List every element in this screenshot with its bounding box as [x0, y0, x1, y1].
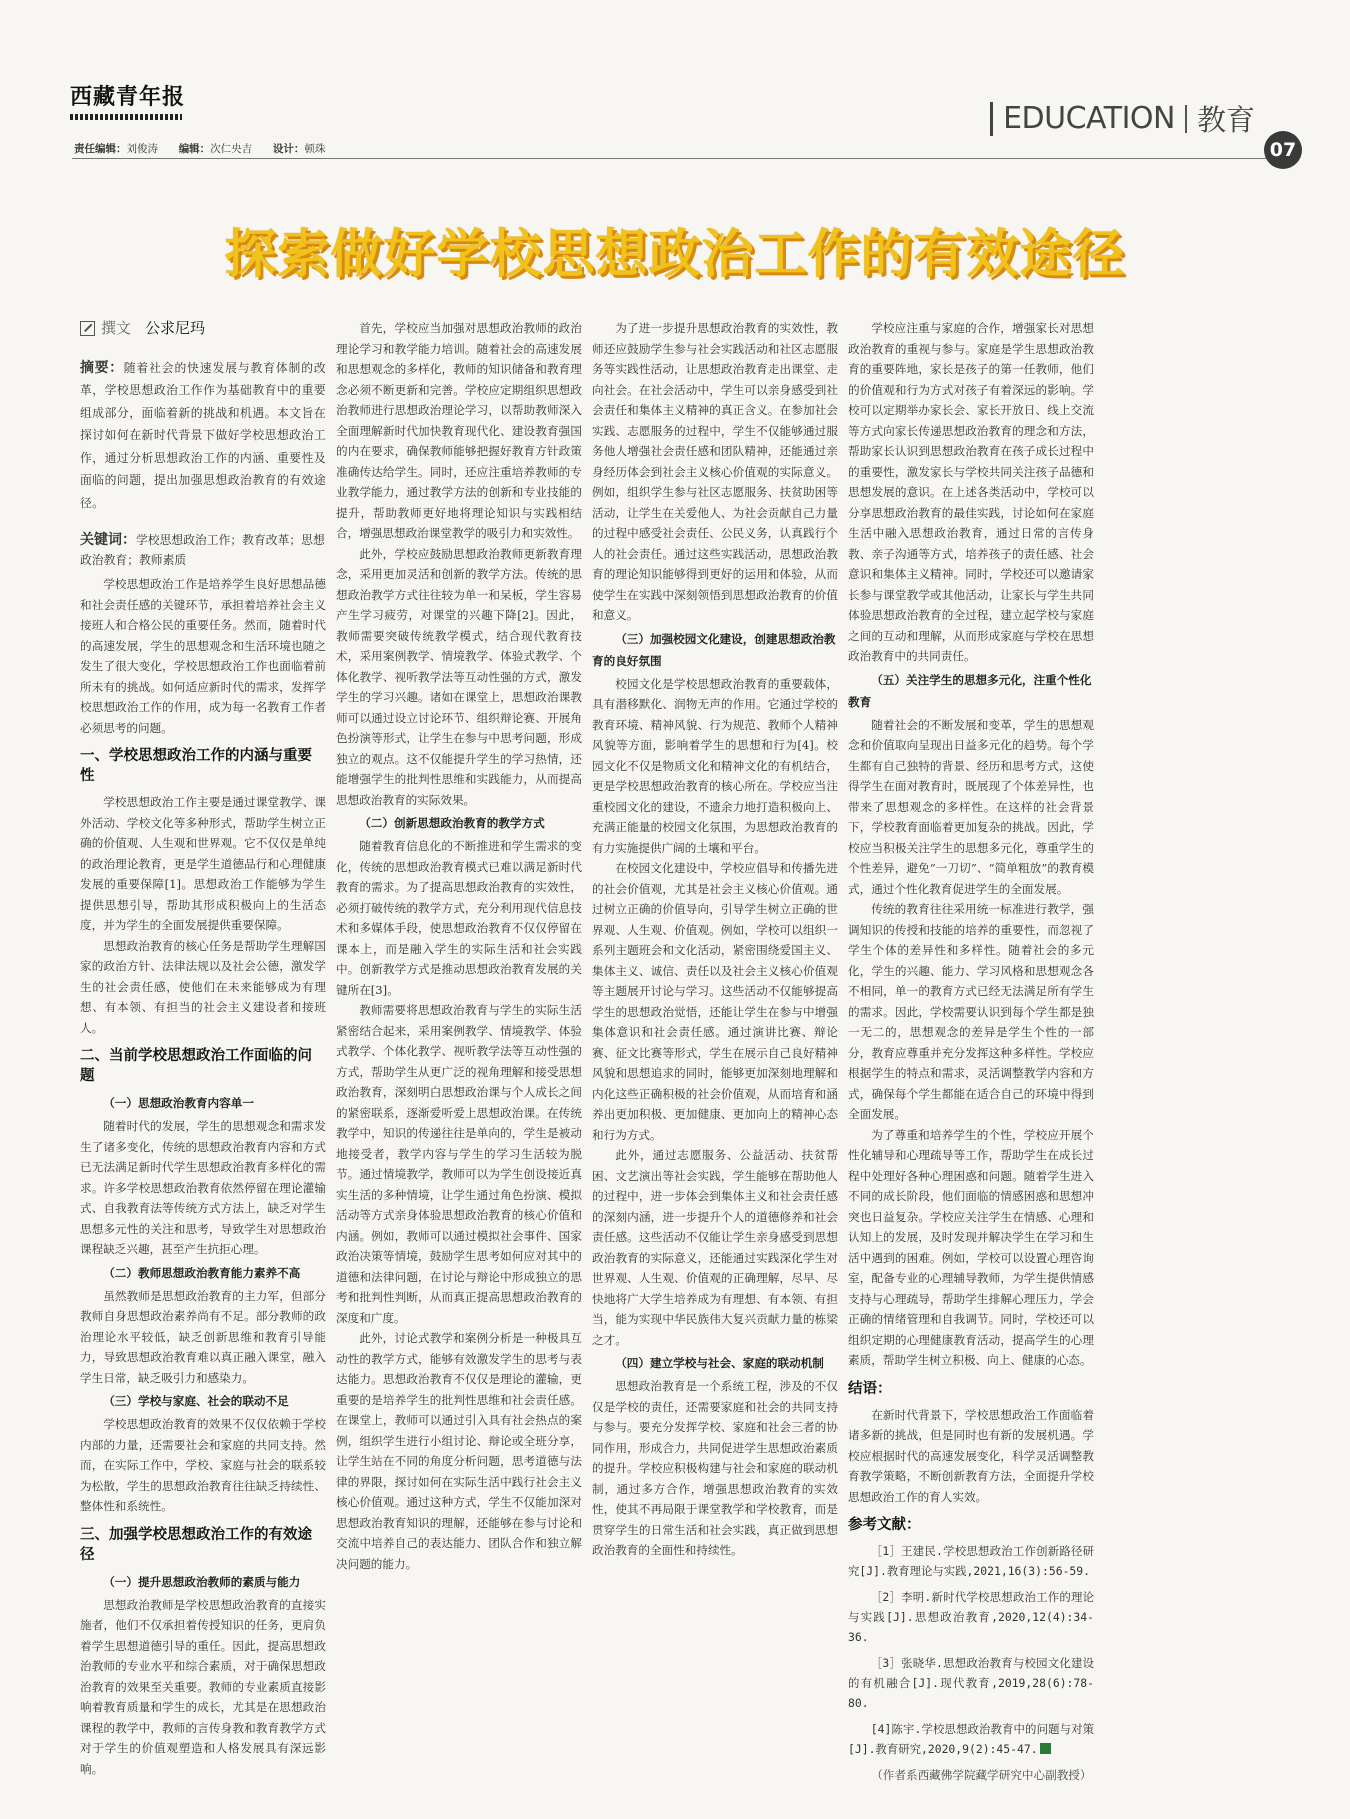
- paragraph: 为了尊重和培养学生的个性，学校应开展个性化辅导和心理疏导等工作，帮助学生在成长过程中处理好各种心理困惑和问题。随着学生进入不同的成长阶段，他们面临的情感困惑和思想冲突也日益复杂。学校应关注学生在情感、心理和认知上的发展，及时发现并解决学生在学习和生活中遇到的困难。例如，学校可以设置心理咨询室，配备专业的心理辅导教师，为学生提供情感支持与心理疏导，帮助学生排解心理压力，学会正确的情绪管理和自我调节。同时，学校还可以组织定期的心理健康教育活动，提高学生的心理素质，帮助学生树立积极、向上、健康的心态。: [848, 1127, 1094, 1367]
- author-note: （作者系西藏佛学院藏学研究中心副教授）: [871, 1768, 1092, 1782]
- editor: 次仁央吉: [210, 143, 253, 155]
- subsection-heading: （三）加强校园文化建设，创建思想政治教育的良好氛围: [592, 631, 836, 668]
- column-3: [592, 318, 838, 1798]
- section-heading: 二、当前学校思想政治工作面临的问题: [80, 1048, 312, 1084]
- column-2: [336, 318, 582, 1798]
- editors-line: [74, 141, 325, 156]
- paragraph: 在校园文化建设中，学校应倡导和传播先进的社会价值观，尤其是社会主义核心价值观。通过树立正确的价值导向，引导学生树立正确的世界观、人生观、价值观。例如，学校可以组织一系列主题班会和文化活动，紧密围绕爱国主义、集体主义、诚信、责任以及社会主义核心价值观等主题展开讨论与学习。这些活动不仅能够提高学生的思想政治觉悟，还能让学生在参与中增强集体意识和社会责任感。通过演讲比赛、辩论赛、征文比赛等形式，学生在展示自己良好精神风貌和思想追求的同时，能够更加深刻地理解和内化这些正确积极的社会价值观，从而培育和涵养出更加积极、更加健康、更加向上的精神心态和行为方式。: [592, 861, 838, 1142]
- subsection-heading: （一）思想政治教育内容单一: [103, 1096, 254, 1110]
- keywords: [80, 530, 326, 570]
- subsection-heading: （一）提升思想政治教师的素质与能力: [103, 1574, 301, 1589]
- abstract: [80, 357, 326, 515]
- reference-item: ［1］王建民.学校思想政治工作创新路径研究[J].教育理论与实践,2021,16(3):56-59.: [848, 1544, 1094, 1578]
- header-divider: [72, 158, 1268, 159]
- abstract-text: 随着社会的快速发展与教育体制的改革，学校思想政治工作作为基础教育中的重要组成部分，面临着新的挑战和机遇。本文旨在探讨如何在新时代背景下做好学校思想政治工作，通过分析思想政治工作的内涵、重要性及面临的问题，提出加强思想政治教育的有效途径。: [80, 360, 326, 510]
- editor-label: 编辑：: [178, 143, 211, 155]
- paragraph: 校园文化是学校思想政治教育的重要载体，具有潜移默化、润物无声的作用。它通过学校的教育环境、精神风貌、行为规范、教师个人精神风貌等方面，影响着学生的思想和行为[4]。校园文化不仅是物质文化和精神文化的有机结合，更是学校思想政治教育的核心所在。学校应当注重校园文化的建设，不遗余力地打造积极向上、充满正能量的校园文化氛围，为思想政治教育的有力实施提供广阔的土壤和平台。: [592, 676, 838, 855]
- abstract-label: 摘要：: [80, 359, 124, 376]
- byline: [80, 318, 326, 339]
- reference-item: ［3］张晓华.思想政治教育与校园文化建设的有机融合[J].现代教育,2019,28(6):78-80.: [848, 1656, 1094, 1710]
- subsection-heading: （二）教师思想政治教育能力素养不高: [103, 1265, 301, 1280]
- pen-icon: [80, 321, 95, 336]
- subsection-heading: （五）关注学生的思想多元化，注重个性化教育: [848, 672, 1092, 709]
- paragraph: 此外，通过志愿服务、公益活动、扶贫帮困、文艺演出等社会实践，学生能够在帮助他人的过程中，进一步体会到集体主义和社会责任感的深刻内涵，进一步提升个人的道德修养和社会责任感。这些活动不仅能让学生亲身感受到思想政治教育的实际意义，还能通过实践深化学生对世界观、人生观、价值观的正确理解，尽早、尽快地将广大学生培养成为有理想、有本领、有担当，能为实现中华民族伟大复兴贡献力量的栋梁之才。: [592, 1148, 838, 1347]
- paragraph: 此外，学校应鼓励思想政治教师更新教育理念，采用更加灵活和创新的教学方法。传统的思想政治教学方式往往较为单一和呆板，学生容易产生学习疲劳，对课堂的兴趣下降[2]。因此，教师需要突破传统教学模式，结合现代教育技术，采用案例教学、情境教学、体验式教学、个体化教学、视听教学法等互动性强的方式，激发学生的学习兴趣。诸如在课堂上，思想政治课教师可以通过设立讨论环节、组织辩论赛、开展角色扮演等形式，让学生在参与中思考问题，形成独立的观点。这不仅能提升学生的学习热情，还能增强学生的批判性思维和实践能力，从而提高思想政治教育的实际效果。: [336, 546, 582, 807]
- column-4: [848, 318, 1094, 1798]
- conclusion-heading: 结语：: [848, 1380, 892, 1397]
- conclusion-text: 在新时代背景下，学校思想政治工作面临着诸多新的挑战，但是同时也有新的发展机遇。学校应根据时代的高速发展变化，科学灵活调整教育教学策略，不断创新教育方法，全面提升学校思想政治工作的育人实效。: [848, 1407, 1094, 1504]
- paragraph: 思想政治教师是学校思想政治教育的直接实施者，他们不仅承担着传授知识的任务，更肩负着学生思想道德引导的重任。因此，提高思想政治教师的专业水平和综合素质，对于确保思想政治教育的效果至关重要。教师的专业素质直接影响着教育质量和学生的成长，尤其是在思想政治课程的教学中，教师的言传身教和教育教学方式对于学生的价值观塑造和人格发展具有深远影响。: [80, 1597, 326, 1776]
- references-list: [848, 1541, 1094, 1759]
- paragraph: 此外，讨论式教学和案例分析是一种极具互动性的教学方式，能够有效激发学生的思考与表达能力。思想政治教育不仅仅是理论的灌输，更重要的是培养学生的批判性思维和社会责任感。在课堂上，教师可以通过引入具有社会热点的案例，组织学生进行小组讨论、辩论或全班分享，让学生站在不同的角度分析问题，思考道德与法律的界限，探讨如何在实际生活中践行社会主义核心价值观。通过这种方式，学生不仅能加深对思想政治教育知识的理解，还能够在参与讨论和交流中培养自己的表达能力、团队合作和独立解决问题的能力。: [336, 1331, 582, 1571]
- reference-text: [4]陈宇.学校思想政治教育中的问题与对策[J].教育研究,2020,9(2):45-47.: [848, 1722, 1094, 1756]
- tibetan-script-logo: [70, 114, 182, 120]
- chief-editor-label: 责任编辑：: [74, 143, 127, 155]
- subsection-heading: （三）学校与家庭、社会的联动不足: [103, 1394, 289, 1408]
- section-tag: [990, 98, 1255, 139]
- reference-item: ［2］李明.新时代学校思想政治工作的理论与实践[J].思想政治教育,2020,12(4):34-36.: [848, 1590, 1094, 1644]
- section-name-en: EDUCATION: [1003, 101, 1175, 136]
- paragraph: 学校思想政治教育的效果不仅仅依赖于学校内部的力量，还需要社会和家庭的共同支持。然而，在实际工作中，学校、家庭与社会的联系较为松散，学生的思想政治教育往往缺乏持续性、整体性和系统性。: [80, 1417, 326, 1513]
- paragraph: 教师需要将思想政治教育与学生的实际生活紧密结合起来，采用案例教学、情境教学、体验式教学、个体化教学、视听教学法等互动性强的方式，帮助学生从更广泛的视角理解和接受思想政治教育，深刻明白思想政治课与个人成长之间的紧密联系，逐渐爱听爱上思想政治课。在传统教学中，知识的传递往往是单向的，学生是被动地接受者，教学内容与学生的学习生活较为脱节。通过情境教学，教师可以为学生创设接近真实生活的多种情境，让学生通过角色扮演、模拟活动等方式亲身体验思想政治教育的核心价值和内涵。例如，教师可以通过模拟社会事件、国家政治决策等情境，鼓励学生思考如何应对其中的道德和法律问题，在讨论与辩论中形成独立的思考和批判性判断，从而真正提高思想政治教育的深度和广度。: [336, 1003, 582, 1325]
- byline-label: 撰文: [101, 319, 132, 337]
- end-mark-icon: [1040, 1743, 1051, 1754]
- author-name: 公求尼玛: [145, 319, 206, 337]
- subsection-heading: （二）创新思想政治教育的教学方式: [359, 816, 545, 830]
- paragraph: 为了进一步提升思想政治教育的实效性，教师还应鼓励学生参与社会实践活动和社区志愿服务等实践性活动，让思想政治教育走出课堂、走向社会。在社会活动中，学生可以亲身感受到社会责任和集体主义精神的真正含义。在参加社会实践、志愿服务的过程中，学生不仅能够通过服务他人增强社会责任感和团队精神，还能通过亲身经历体会到社会主义核心价值观的实际意义。例如，组织学生参与社区志愿服务、扶贫助困等活动，让学生在关爱他人、为社会贡献自己力量的过程中感受社会责任、公民义务，认真践行个人的社会责任。通过这些实践活动，思想政治教育的理论知识能够得到更好的运用和体验，从而使学生在实践中深刻领悟到思想政治教育的价值和意义。: [592, 321, 838, 622]
- references-heading: 参考文献：: [848, 1517, 921, 1533]
- paragraph: 学校思想政治工作主要是通过课堂教学、课外活动、学校文化等多种形式，帮助学生树立正确的价值观、人生观和世界观。它不仅仅是单纯的政治理论教育，更是学生道德品行和心理健康发展的重要保障[1]。思想政治工作能够为学生提供思想引导，帮助其形成积极向上的生活态度，并为学生的全面发展提供重要保障。: [80, 795, 326, 932]
- paragraph: 首先，学校应当加强对思想政治教师的政治理论学习和教学能力培训。随着社会的高速发展和思想观念的多样化，教师的知识储备和教育理念必须不断更新和完善。学校应定期组织思想政治教师进行思想政治理论学习，以帮助教师深入全面理解新时代加快教育现代化、建设教育强国的内在要求，确保教师能够把握好教育方针政策准确传达给学生。同时，还应注重培养教师的专业教学能力，通过教学方法的创新和专业技能的提升，帮助教师更好地将理论知识与实践相结合，增强思想政治课堂教学的吸引力和实效性。: [336, 321, 582, 540]
- newspaper-logo: 西藏青年报: [70, 84, 186, 110]
- reference-item: [848, 1719, 1094, 1759]
- masthead: [70, 80, 185, 120]
- paragraph: 随着时代的发展，学生的思想观念和需求发生了诸多变化，传统的思想政治教育内容和方式已无法满足新时代学生思想政治教育多样化的需求。许多学校思想政治教育依然停留在理论灌输式、自我教育法等传统方式方法上，缺乏对学生思想多元性的关注和思考，导致学生对思想政治课程缺乏兴趣，甚至产生抗拒心理。: [80, 1119, 326, 1256]
- paragraph: 学校应注重与家庭的合作，增强家长对思想政治教育的重视与参与。家庭是学生思想政治教育的重要阵地，家长是孩子的第一任教师，他们的价值观和行为方式对孩子有着深远的影响。学校可以定期举办家长会、家长开放日、线上交流等方式向家长传递思想政治教育的理念和方法，帮助家长认识到思想政治教育在孩子成长过程中的重要性，激发家长与学校共同关注孩子品德和思想发展的意识。在上述各类活动中，学校可以分享思想政治教育的最佳实践，讨论如何在家庭生活中融入思想政治教育，通过日常的言传身教、亲子沟通等方式，培养孩子的责任感、社会意识和集体主义精神。同时，学校还可以邀请家长参与课堂教学或其他活动，让家长与学生共同体验思想政治教育的全过程，建立起学校与家庭之间的互动和理解，从而形成家庭与学校在思想政治教育中的共同责任。: [848, 321, 1094, 663]
- subsection-heading: （四）建立学校与社会、家庭的联动机制: [615, 1356, 824, 1370]
- keywords-label: 关键词：: [80, 532, 136, 548]
- column-1: [80, 318, 326, 1798]
- page-number: 07: [1264, 131, 1302, 169]
- section-heading: 一、学校思想政治工作的内涵与重要性: [80, 748, 312, 784]
- section-heading: 三、加强学校思想政治工作的有效途径: [80, 1526, 312, 1563]
- headline: 探索做好学校思想政治工作的有效途径: [224, 225, 1126, 285]
- paragraph: 虽然教师是思想政治教育的主力军，但部分教师自身思想政治素养尚有不足。部分教师的政治理论水平较低，缺乏创新思维和教育引导能力，导致思想政治教育难以真正融入课堂，融入学生日常，缺乏吸引力和感染力。: [80, 1288, 326, 1385]
- chief-editor: 刘俊涛: [126, 143, 158, 155]
- paragraph: 思想政治教育是一个系统工程，涉及的不仅仅是学校的责任，还需要家庭和社会的共同支持与参与。要充分发挥学校、家庭和社会三者的协同作用，形成合力，共同促进学生思想政治素质的提升。学校应积极构建与社会和家庭的联动机制，通过多方合作，增强思想政治教育的实效性，使其不再局限于课堂教学和学校教育，而是贯穿学生的日常生活和社会实践，真正做到思想政治教育的全面性和持续性。: [592, 1379, 838, 1557]
- keywords-text: 学校思想政治工作；教育改革；思想政治教育；教师素质: [80, 533, 325, 567]
- design-label: 设计：: [272, 143, 305, 155]
- paragraph: 传统的教育往往采用统一标准进行教学，强调知识的传授和技能的培养的重要性，而忽视了学生个体的差异性和多样性。随着社会的多元化，学生的兴趣、能力、学习风格和思想观念各不相同，单一的教育方式已经无法满足所有学生的需求。因此，学校需要认识到每个学生都是独一无二的，思想观念的差异是学生个性的一部分，教育应尊重并充分发挥这种多样性。学校应根据学生的特点和需求，灵活调整教学内容和方式，确保每个学生都能在适合自己的环境中得到全面发展。: [848, 902, 1094, 1121]
- designer: 顿珠: [304, 143, 326, 155]
- paragraph: 随着社会的不断发展和变革，学生的思想观念和价值取向呈现出日益多元化的趋势。每个学生都有自己独特的背景、经历和思考方式，这使得学生在面对教育时，既展现了个体差异性，也带来了思想观念的多样性。在这样的社会背景下，学校教育面临着更加复杂的挑战。因此，学校应当积极关注学生的思想多元化，尊重学生的个性差异，避免“一刀切”、“简单粗放”的教育模式，通过个性化教育促进学生的全面发展。: [848, 717, 1094, 896]
- paragraph: 思想政治教育的核心任务是帮助学生理解国家的政治方针、法律法规以及社会公德，激发学生的社会责任感，使他们在未来能够成为有理想、有本领、有担当的社会主义建设者和接班人。: [80, 938, 326, 1035]
- intro-paragraph: 学校思想政治工作是培养学生良好思想品德和社会责任感的关键环节，承担着培养社会主义接班人和合格公民的重要任务。然而，随着时代的高速发展，学生的思想观念和生活环境也随之发生了很大变化，学校思想政治工作也面临着前所未有的挑战。如何适应新时代的需求，发挥学校思想政治工作的作用，成为每一名教育工作者必须思考的问题。: [80, 577, 326, 735]
- paragraph: 随着教育信息化的不断推进和学生需求的变化，传统的思想政治教育模式已难以满足新时代教育的需求。为了提高思想政治教育的实效性，必须打破传统的教学方式，充分利用现代信息技术和多媒体手段，使思想政治教育不仅仅停留在课本上，而是融入学生的实际生活和社会实践中。创新教学方式是推动思想政治教育发展的关键所在[3]。: [336, 839, 582, 997]
- section-name-cn: 教育: [1196, 103, 1255, 137]
